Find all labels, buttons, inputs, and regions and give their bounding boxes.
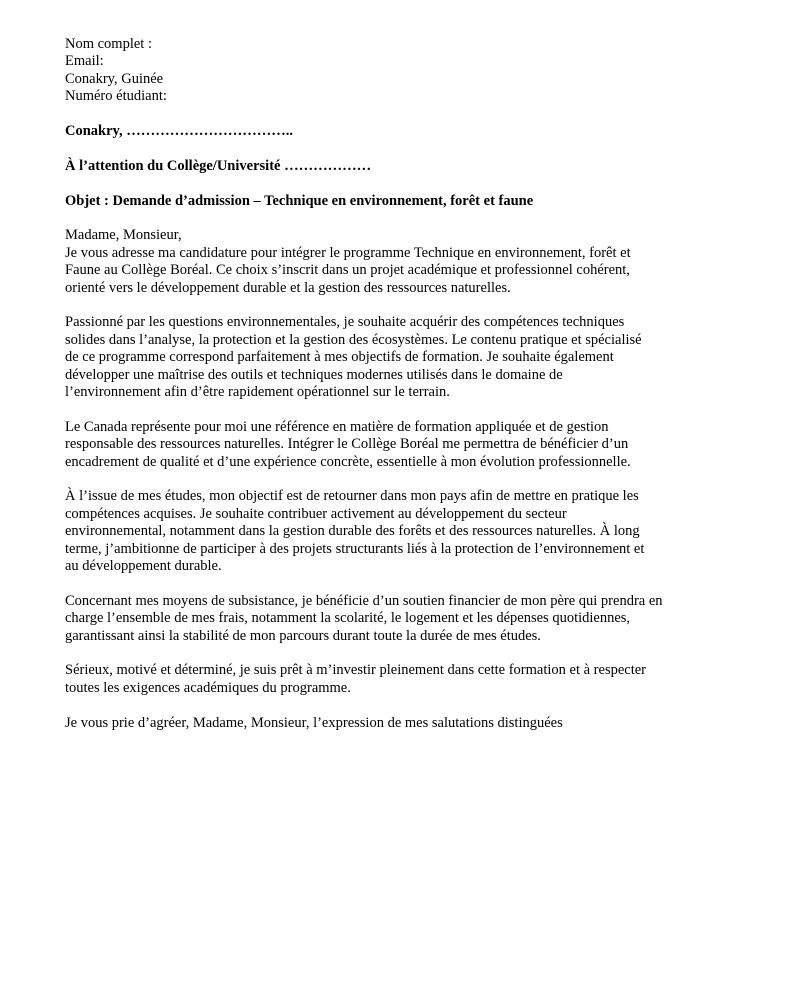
paragraph-line: garantissant ainsi la stabilité de mon parcours durant toute la durée de mes études.	[65, 627, 541, 644]
paragraph-5	[65, 593, 765, 645]
sender-info	[65, 36, 765, 106]
paragraph-line: développer une maîtrise des outils et techniques modernes utilisés dans le domaine de	[65, 366, 563, 383]
recipient-line: À l’attention du Collège/Université ………………	[65, 157, 372, 174]
email-line: Email:	[65, 53, 104, 70]
paragraph-line: charge l’ensemble de mes frais, notamment la scolarité, le logement et les dépenses quotidiennes,	[65, 610, 631, 627]
paragraph-2	[65, 314, 765, 401]
paragraph-line: responsable des ressources naturelles. Intégrer le Collège Boréal me permettra de bénéficier d’un	[65, 436, 629, 453]
paragraph-line: terme, j’ambitionne de participer à des projets structurants liés à la protection de l’environnement et	[65, 540, 645, 557]
city-line: Conakry, Guinée	[65, 70, 164, 87]
paragraph-line: l’environnement afin d’être rapidement opérationnel sur le terrain.	[65, 384, 450, 401]
paragraph-line: compétences acquises. Je souhaite contribuer activement au développement du secteur	[65, 505, 567, 522]
paragraph-line: Faune au Collège Boréal. Ce choix s’inscrit dans un projet académique et professionnel cohérent,	[65, 262, 630, 279]
paragraph-line: de ce programme correspond parfaitement à mes objectifs de formation. Je souhaite également	[65, 349, 614, 366]
paragraph-line: au développement durable.	[65, 558, 222, 575]
paragraph-6	[65, 662, 765, 697]
paragraph-line: Concernant mes moyens de subsistance, je bénéficie d’un soutien financier de mon père qui prendra en	[65, 592, 663, 609]
paragraph-4	[65, 488, 765, 575]
paragraph-line: environnemental, notamment dans la gestion durable des forêts et des ressources naturelles. À long	[65, 523, 640, 540]
subject-line: Objet : Demande d’admission – Technique en environnement, forêt et faune	[65, 192, 534, 209]
date-line: Conakry, ……………………………..	[65, 123, 293, 140]
name-line: Nom complet :	[65, 36, 152, 52]
paragraph-line: orienté vers le développement durable et la gestion des ressources naturelles.	[65, 279, 511, 296]
paragraph-3	[65, 419, 765, 471]
salutation: Madame, Monsieur,	[65, 227, 182, 244]
paragraph-line: encadrement de qualité et d’une expérience concrète, essentielle à mon évolution professionnelle.	[65, 453, 631, 470]
paragraph-line: Passionné par les questions environnementales, je souhaite acquérir des compétences techniques	[65, 314, 625, 331]
paragraph-line: Sérieux, motivé et déterminé, je suis prêt à m’investir pleinement dans cette formation et à respecter	[65, 662, 646, 679]
paragraph-line: toutes les exigences académiques du programme.	[65, 679, 351, 696]
student-number-line: Numéro étudiant:	[65, 88, 167, 105]
paragraph-line: Je vous adresse ma candidature pour intégrer le programme Technique en environnement, forêt et	[65, 244, 631, 261]
paragraph-line: À l’issue de mes études, mon objectif est de retourner dans mon pays afin de mettre en pratique les	[65, 488, 639, 505]
paragraph-1	[65, 245, 765, 297]
paragraph-line: Le Canada représente pour moi une référence en matière de formation appliquée et de gestion	[65, 418, 609, 435]
paragraph-line: solides dans l’analyse, la protection et la gestion des écosystèmes. Le contenu pratique et spécialisé	[65, 331, 642, 348]
closing-line: Je vous prie d’agréer, Madame, Monsieur, l’expression de mes salutations distinguées	[65, 714, 563, 731]
letter-page	[65, 36, 765, 732]
